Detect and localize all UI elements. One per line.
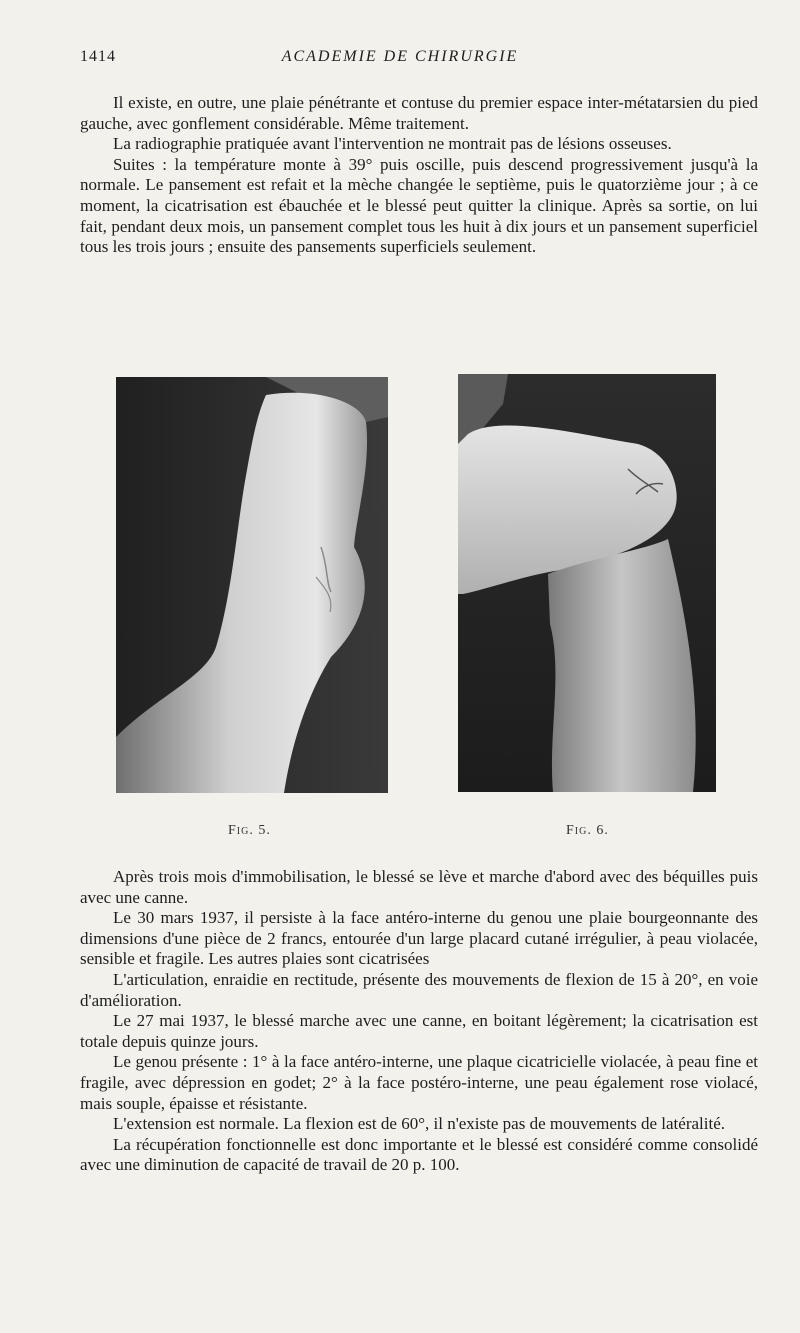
paragraph: Le 27 mai 1937, le blessé marche avec une canne, en boitant légèrement; la cicatrisation est totale depuis quinze jours. (80, 1011, 758, 1051)
paragraph: Il existe, en outre, une plaie pénétrante et contuse du premier espace inter-métatarsien du pied gauche, avec gonflement considérable. Même traitement. (80, 93, 758, 133)
knee-photo-flexed-view (458, 374, 716, 792)
running-head: ACADEMIE DE CHIRURGIE (281, 48, 519, 65)
paragraph: La récupération fonctionnelle est donc importante et le blessé est considéré comme consolidé avec une diminution de capacité de travail de 20 p. 100. (80, 1134, 758, 1175)
paragraph: Suites : la température monte à 39° puis oscille, puis descend progressivement jusqu'à la normale. Le pansement est refait et la mèche changée le septième, puis le quatorzième jour ; à ce moment, la cicatrisation est ébauchée et le blessé peut quitter la clinique. Après sa sortie, on lui fait, pendant deux mois, un pansement complet tous les huit à dix jours et un pansement superficiel tous les trois jours ; ensuite des pansements superficiels seulement. (80, 154, 758, 257)
figure-5-photo (116, 377, 388, 793)
text-block-bottom (80, 867, 758, 1176)
knee-photo-side-view (116, 377, 388, 793)
paragraph: L'extension est normale. La flexion est de 60°, il n'existe pas de mouvements de latéralité. (113, 1114, 725, 1134)
page-number: 1414 (80, 48, 116, 65)
figure-6-caption: Fig. 6. (566, 823, 609, 838)
paragraph: Le 30 mars 1937, il persiste à la face antéro-interne du genou une plaie bourgeonnante des dimensions d'une pièce de 2 francs, entourée d'un large placard cutané irrégulier, à peau violacée, sensible et fragile. Les autres plaies sont cicatrisées (80, 908, 758, 969)
figure-5-caption: Fig. 5. (228, 823, 271, 838)
paragraph: Le genou présente : 1° à la face antéro-interne, une plaque cicatricielle violacée, à peau fine et fragile, avec dépression en godet; 2° à la face postéro-interne, une peau également rose violacé, mais souple, épaisse et résistante. (80, 1052, 758, 1113)
paragraph: La radiographie pratiquée avant l'intervention ne montrait pas de lésions osseuses. (113, 134, 672, 154)
figure-6-photo (458, 374, 716, 792)
paragraph: L'articulation, enraidie en rectitude, présente des mouvements de flexion de 15 à 20°, en voie d'amélioration. (80, 969, 758, 1010)
text-block-top (80, 93, 758, 258)
paragraph: Après trois mois d'immobilisation, le blessé se lève et marche d'abord avec des béquilles puis avec une canne. (80, 867, 758, 907)
